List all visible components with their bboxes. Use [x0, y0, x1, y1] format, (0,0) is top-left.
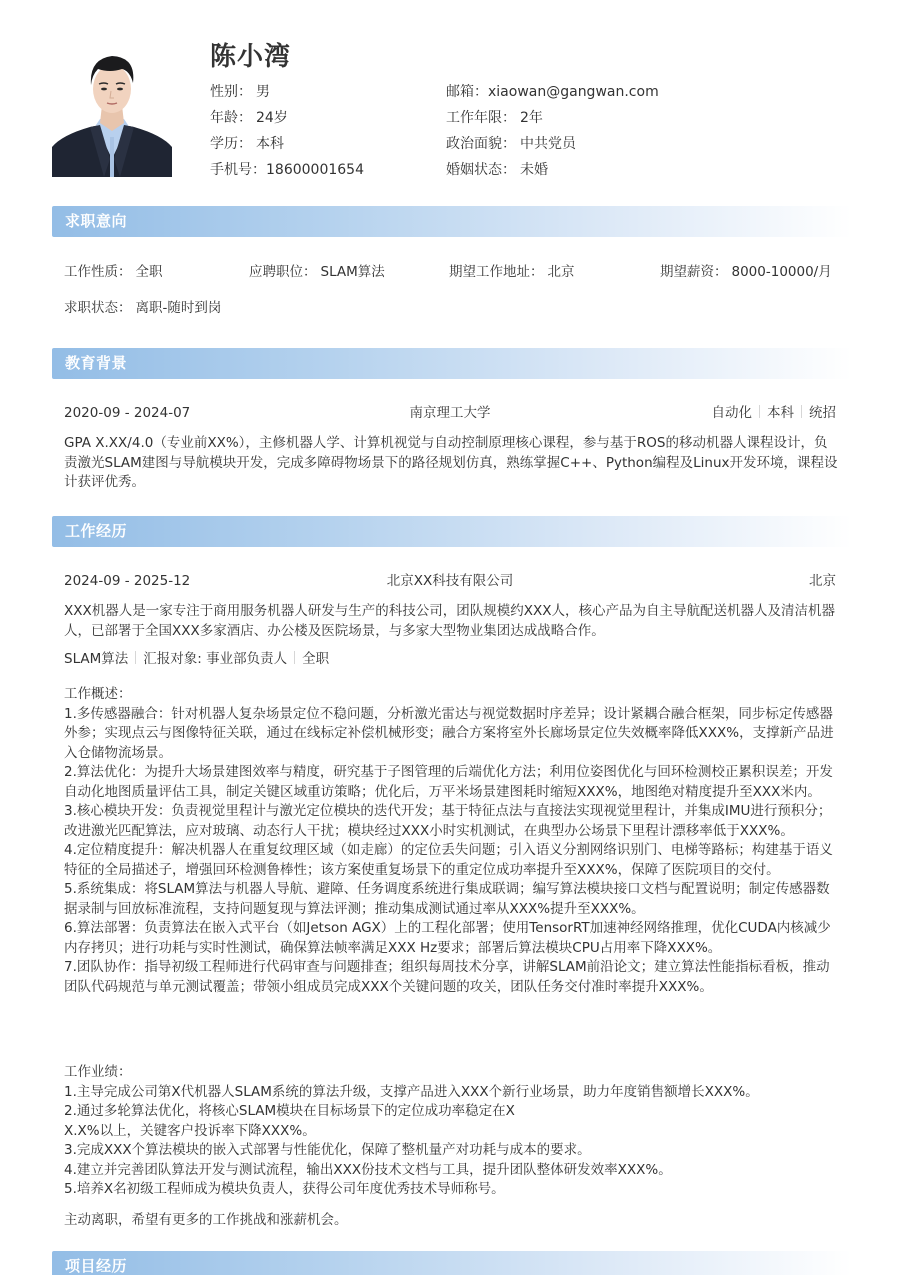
section-header-job-intent: [52, 206, 852, 237]
info-label: 年龄：: [210, 110, 252, 126]
achievement-item: 2.通过多轮算法优化，将核心SLAM模块在目标场景下的定位成功率稳定在X: [64, 1103, 515, 1119]
work-report-to: 汇报对象: 事业部负责人: [143, 651, 288, 667]
intent-value: 8000-10000/月: [731, 264, 832, 280]
overview-item: 1.多传感器融合：针对机器人复杂场景定位不稳问题，分析激光雷达与视觉数据时序差异；设计紧耦合融合框架，同步标定传感器外参；实现点云与图像特征关联，通过在线标定补偿机械形变；融合方案将室外长廊场景定位失效概率降低XXX%，支撑新产品进入仓储物流场景。: [64, 705, 834, 761]
education-description: GPA X.XX/4.0（专业前XX%），主修机器人学、计算机视觉与自动控制原理核心课程，参与基于ROS的移动机器人课程设计，负责激光SLAM建图与导航模块开发，完成多障碍物场景下的路径规划仿真，熟练掌握C++、Python编程及Linux开发环境，课程设计获评优秀。: [64, 435, 838, 490]
achievements-title: 工作业绩：: [64, 1064, 132, 1080]
info-value: 男: [256, 84, 270, 100]
info-age: [210, 108, 288, 128]
intent-value: 离职-随时到岗: [135, 300, 222, 316]
divider: [759, 405, 760, 418]
info-email: [446, 82, 659, 102]
intent-value: 全职: [135, 264, 163, 280]
info-gender: [210, 82, 270, 102]
intent-salary: [660, 262, 832, 282]
achievement-item: 4.建立并完善团队算法开发与测试流程，输出XXX份技术文档与工具，提升团队整体研发效率XXX%。: [64, 1161, 672, 1178]
intent-label: 求职状态：: [64, 300, 132, 316]
info-phone: [210, 160, 364, 180]
education-degree: 本科: [767, 405, 794, 421]
info-label: 婚姻状态：: [446, 162, 516, 178]
overview-item: 7.团队协作：指导初级工程师进行代码审查与问题排查；组织每周技术分享，讲解SLAM前沿论文；建立算法性能指标看板，推动团队代码规范与单元测试覆盖；带领小组成员完成XXX个关键问题的攻关，团队任务交付准时率提升XXX%。: [64, 959, 830, 995]
intent-status: [64, 298, 221, 318]
education-school: 南京理工大学: [409, 405, 491, 421]
info-value: 中共党员: [520, 136, 576, 152]
info-value: 18600001654: [266, 162, 364, 178]
education-enrollment: 统招: [809, 405, 836, 421]
intent-label: 应聘职位：: [249, 264, 317, 280]
overview-item: 4.定位精度提升：解决机器人在重复纹理区域（如走廊）的定位丢失问题；引入语义分割网络识别门、电梯等路标；构建基于语义特征的全局描述子，增强回环检测鲁棒性；该方案使重复场景下的重定位成功率提升至XXX%，保障了医院项目的交付。: [64, 842, 833, 878]
profile-photo-icon: [52, 47, 172, 177]
info-label: 手机号：: [210, 162, 266, 178]
info-label: 邮箱：: [446, 84, 488, 100]
info-label: 性别：: [210, 84, 252, 100]
achievement-item: 3.完成XXX个算法模块的嵌入式部署与性能优化，保障了整机量产对功耗与成本的要求。: [64, 1142, 591, 1158]
section-title: 工作经历: [65, 522, 128, 540]
intent-label: 期望工作地址：: [449, 264, 544, 280]
overview-title: 工作概述：: [64, 686, 132, 702]
achievement-item: 1.主导完成公司第X代机器人SLAM系统的算法升级，支撑产品进入XXX个新行业场景，助力年度销售额增长XXX%。: [64, 1083, 759, 1100]
work-role: SLAM算法: [64, 651, 129, 667]
section-header-education: [52, 348, 852, 379]
candidate-name: 陈小湾: [210, 42, 292, 72]
education-major: 自动化: [711, 405, 752, 421]
info-work-years: [446, 108, 543, 128]
info-value: 24岁: [256, 110, 288, 126]
work-leave-reason: 主动离职，希望有更多的工作挑战和涨薪机会。: [64, 1212, 348, 1228]
intent-label: 工作性质：: [64, 264, 132, 280]
info-political-status: [446, 134, 576, 154]
intent-job-type: [64, 262, 163, 282]
info-label: 学历：: [210, 136, 252, 152]
achievement-item: 5.培养X名初级工程师成为模块负责人，获得公司年度优秀技术导师称号。: [64, 1181, 505, 1197]
info-value: 本科: [256, 136, 284, 152]
work-period: 2024-09 - 2025-12: [64, 573, 191, 589]
intent-location: [449, 262, 575, 282]
section-header-projects: [52, 1251, 852, 1275]
section-title: 求职意向: [65, 212, 128, 230]
avatar: [52, 47, 172, 177]
info-label: 政治面貌：: [446, 136, 516, 152]
info-education: [210, 134, 284, 154]
work-company: 北京XX科技有限公司: [386, 573, 514, 589]
overview-item: 3.核心模块开发：负责视觉里程计与激光定位模块的迭代开发；基于特征点法与直接法实现视觉里程计，并集成IMU进行预积分；改进激光匹配算法，应对玻璃、动态行人干扰；模块经过XXX小时实机测试，在典型办公场景下里程计漂移率低于XXX%。: [64, 803, 832, 839]
intent-value: SLAM算法: [320, 264, 385, 280]
intent-value: 北京: [547, 264, 575, 280]
resume-header: [52, 40, 852, 180]
info-value[interactable]: xiaowan@gangwan.com: [488, 84, 659, 100]
education-tags: [712, 403, 837, 423]
overview-item: 5.系统集成：将SLAM算法与机器人导航、避障、任务调度系统进行集成联调；编写算法模块接口文档与配置说明；制定传感器数据录制与回放标准流程，支持问题复现与算法评测；推动集成测试通过率从XXX%提升至XXX%。: [64, 881, 830, 917]
section-header-work: [52, 516, 852, 547]
intent-position: [249, 262, 385, 282]
info-value: 2年: [520, 110, 543, 126]
divider: [135, 651, 136, 664]
education-period: 2020-09 - 2024-07: [64, 405, 191, 421]
info-marital-status: [446, 160, 548, 180]
info-label: 工作年限：: [446, 110, 516, 126]
info-value: 未婚: [520, 162, 548, 178]
overview-item: 6.算法部署：负责算法在嵌入式平台（如Jetson AGX）上的工程化部署；使用TensorRT加速神经网络推理，优化CUDA内核减少内存拷贝；进行功耗与实时性测试，确保算法帧率满足XXX Hz要求；部署后算法模块CPU占用率下降XXX%。: [64, 920, 831, 956]
work-tags: [64, 649, 329, 669]
divider: [294, 651, 295, 664]
work-achievements: [64, 1063, 838, 1200]
divider: [801, 405, 802, 418]
work-company-intro: XXX机器人是一家专注于商用服务机器人研发与生产的科技公司，团队规模约XXX人，核心产品为自主导航配送机器人及清洁机器人，已部署于全国XXX多家酒店、办公楼及医院场景，与多家大型物业集团达成战略合作。: [64, 603, 835, 639]
intent-label: 期望薪资：: [660, 264, 728, 280]
work-type: 全职: [302, 651, 330, 667]
work-overview: [64, 685, 838, 997]
achievement-item: X.X%以上，关键客户投诉率下降XXX%。: [64, 1122, 316, 1139]
section-title: 教育背景: [65, 354, 128, 372]
work-city: 北京: [809, 573, 836, 589]
section-title: 项目经历: [65, 1257, 128, 1275]
overview-item: 2.算法优化：为提升大场景建图效率与精度，研究基于子图管理的后端优化方法；利用位姿图优化与回环检测校正累积误差；开发自动化地图质量评估工具，制定关键区域重访策略；优化后，万平米场景建图耗时缩短XXX%，地图绝对精度提升至XXX米内。: [64, 764, 833, 800]
